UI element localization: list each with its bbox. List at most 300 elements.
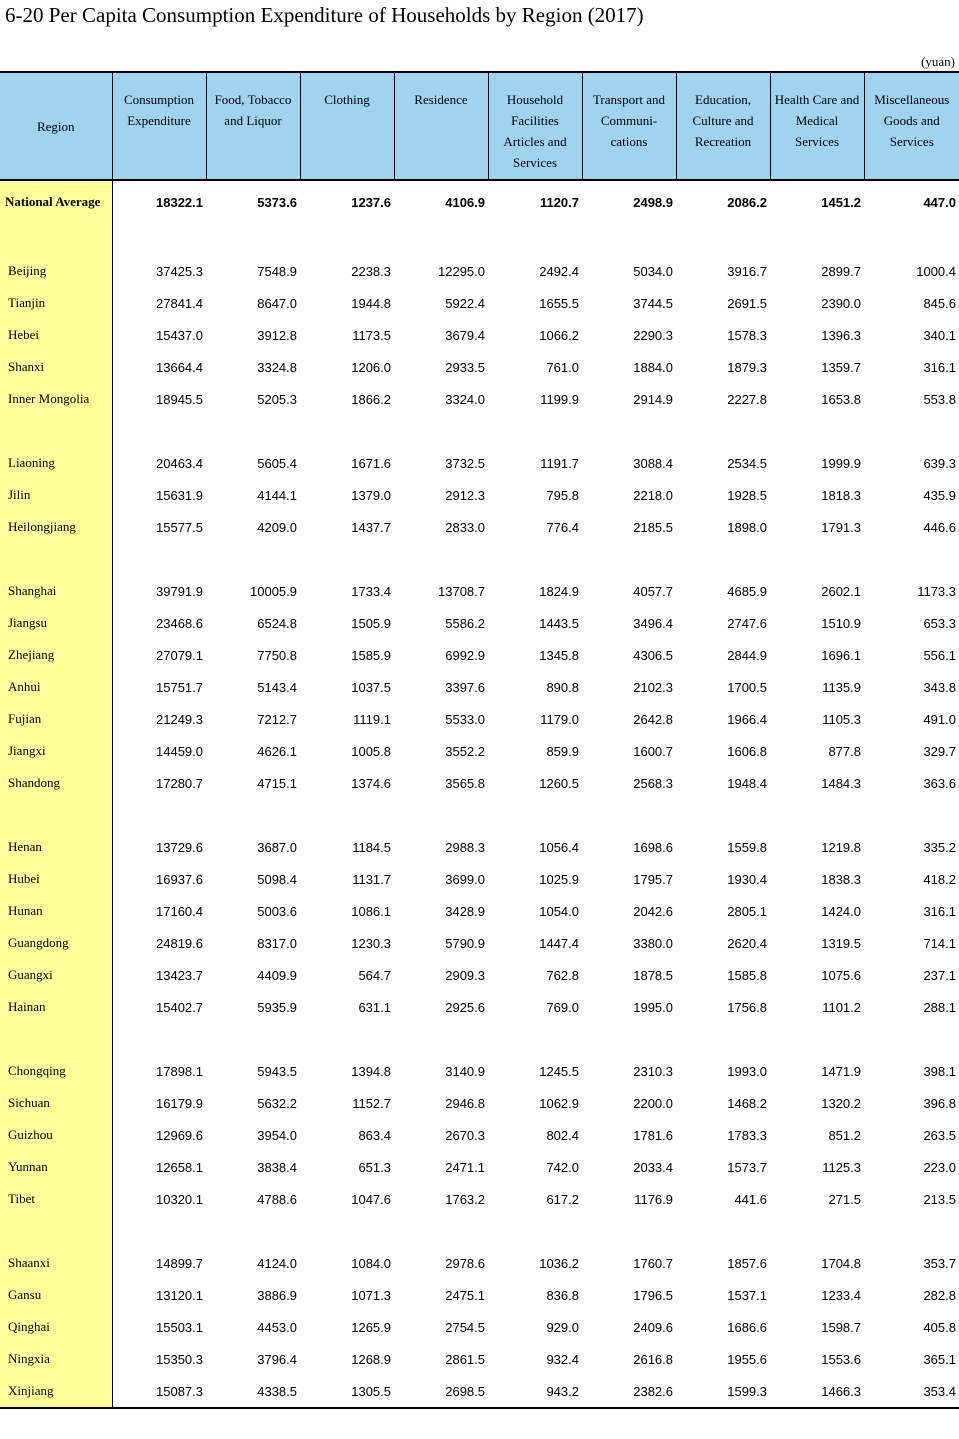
spacer-cell xyxy=(488,415,582,447)
table-cell: 27079.1 xyxy=(156,647,203,663)
table-row xyxy=(0,1279,959,1311)
table-cell: 2390.0 xyxy=(821,295,861,311)
table-cell: 1054.0 xyxy=(539,903,579,919)
table-cell: 1884.0 xyxy=(633,359,673,375)
table-cell: 3699.0 xyxy=(445,871,485,887)
region-name: Shaanxi xyxy=(0,1247,112,1279)
table-cell: 802.4 xyxy=(546,1127,579,1143)
table-cell: 929.0 xyxy=(546,1319,579,1335)
table-cell: 1105.3 xyxy=(822,711,861,727)
spacer-cell xyxy=(582,1023,676,1055)
table-row xyxy=(0,1055,959,1087)
table-cell: 15087.3 xyxy=(156,1383,203,1399)
region-name: Guizhou xyxy=(0,1119,112,1151)
table-cell: 2382.6 xyxy=(633,1383,673,1399)
table-cell: 20463.4 xyxy=(156,455,203,471)
table-cell: 10320.1 xyxy=(156,1191,203,1207)
table-cell: 1696.1 xyxy=(821,647,861,663)
table-cell: 12658.1 xyxy=(156,1159,203,1175)
table-cell: 223.0 xyxy=(923,1159,956,1175)
table-cell: 288.1 xyxy=(923,999,956,1015)
spacer-cell xyxy=(300,1215,394,1247)
table-row xyxy=(0,991,959,1023)
spacer-cell xyxy=(0,543,112,575)
table-cell: 4409.9 xyxy=(257,967,297,983)
table-cell: 1424.0 xyxy=(821,903,861,919)
region-name: Ningxia xyxy=(0,1343,112,1375)
table-cell: 4788.6 xyxy=(257,1191,297,1207)
spacer-cell xyxy=(0,1023,112,1055)
table-cell: 3679.4 xyxy=(445,327,485,343)
table-cell: 1135.9 xyxy=(822,679,861,695)
table-cell: 863.4 xyxy=(358,1127,391,1143)
table-cell: 15402.7 xyxy=(156,999,203,1015)
table-cell: 2033.4 xyxy=(633,1159,673,1175)
table-cell: 1700.5 xyxy=(727,679,767,695)
table-cell: 3565.8 xyxy=(445,775,485,791)
header-row xyxy=(0,72,959,180)
table-cell: 343.8 xyxy=(923,679,956,695)
table-cell: 556.1 xyxy=(923,647,956,663)
table-cell: 2899.7 xyxy=(821,263,861,279)
table-cell: 24819.6 xyxy=(156,935,203,951)
region-name: Liaoning xyxy=(0,447,112,479)
table-cell: 6524.8 xyxy=(257,615,297,631)
table-cell: 5205.3 xyxy=(257,391,297,407)
table-cell: 553.8 xyxy=(923,391,956,407)
table-cell: 1599.3 xyxy=(727,1383,767,1399)
table-cell: 1838.3 xyxy=(821,871,861,887)
table-row xyxy=(0,319,959,351)
table-cell: 4715.1 xyxy=(257,775,297,791)
table-cell: 4453.0 xyxy=(257,1319,297,1335)
table-cell: 2833.0 xyxy=(445,519,485,535)
table-cell: 4338.5 xyxy=(257,1383,297,1399)
table-cell: 1484.3 xyxy=(821,775,861,791)
region-name: National Average xyxy=(0,180,112,223)
table-cell: 213.5 xyxy=(923,1191,956,1207)
table-cell: 1781.6 xyxy=(633,1127,673,1143)
table-cell: 1443.5 xyxy=(539,615,579,631)
table-cell: 5586.2 xyxy=(445,615,485,631)
table-cell: 15437.0 xyxy=(156,327,203,343)
header-cell: Food, Tobacco and Liquor xyxy=(206,72,300,180)
table-cell: 1928.5 xyxy=(727,487,767,503)
table-cell: 1036.2 xyxy=(539,1255,579,1271)
spacer-cell xyxy=(488,1215,582,1247)
region-name: Zhejiang xyxy=(0,639,112,671)
table-row xyxy=(0,703,959,735)
table-row xyxy=(0,575,959,607)
group-spacer xyxy=(0,1023,959,1055)
table-cell: 1857.6 xyxy=(727,1255,767,1271)
table-cell: 1559.8 xyxy=(727,839,767,855)
table-cell: 1756.8 xyxy=(727,999,767,1015)
spacer-cell xyxy=(676,543,770,575)
table-cell: 5533.0 xyxy=(445,711,485,727)
table-cell: 1704.8 xyxy=(821,1255,861,1271)
region-name: Shandong xyxy=(0,767,112,799)
table-cell: 1653.8 xyxy=(821,391,861,407)
table-cell: 2042.6 xyxy=(633,903,673,919)
region-name: Hebei xyxy=(0,319,112,351)
table-cell: 1995.0 xyxy=(633,999,673,1015)
region-name: Hainan xyxy=(0,991,112,1023)
table-cell: 1760.7 xyxy=(633,1255,673,1271)
table-cell: 1173.3 xyxy=(917,583,956,599)
table-cell: 2534.5 xyxy=(727,455,767,471)
table-cell: 2909.3 xyxy=(445,967,485,983)
table-cell: 2912.3 xyxy=(445,487,485,503)
table-cell: 845.6 xyxy=(923,295,956,311)
spacer-cell xyxy=(394,799,488,831)
region-name: Beijing xyxy=(0,255,112,287)
table-row xyxy=(0,735,959,767)
table-cell: 1184.5 xyxy=(352,839,391,855)
table-cell: 491.0 xyxy=(923,711,956,727)
table-row xyxy=(0,927,959,959)
table-cell: 639.3 xyxy=(923,455,956,471)
table-row xyxy=(0,767,959,799)
table-cell: 15631.9 xyxy=(156,487,203,503)
table-cell: 447.0 xyxy=(923,194,956,210)
table-cell: 2471.1 xyxy=(445,1159,485,1175)
table-cell: 2925.6 xyxy=(445,999,485,1015)
spacer-cell xyxy=(206,1215,300,1247)
table-row xyxy=(0,1375,959,1408)
spacer-cell xyxy=(676,415,770,447)
table-cell: 1237.6 xyxy=(351,194,391,210)
table-cell: 2747.6 xyxy=(727,615,767,631)
table-row xyxy=(0,639,959,671)
table-cell: 1125.3 xyxy=(822,1159,861,1175)
table-cell: 3428.9 xyxy=(445,903,485,919)
table-cell: 2492.4 xyxy=(539,263,579,279)
spacer-cell xyxy=(770,1023,864,1055)
spacer-cell xyxy=(394,543,488,575)
table-cell: 5034.0 xyxy=(633,263,673,279)
table-cell: 27841.4 xyxy=(156,295,203,311)
spacer-cell xyxy=(300,223,394,255)
table-cell: 1374.6 xyxy=(351,775,391,791)
table-cell: 1319.5 xyxy=(821,935,861,951)
table-cell: 405.8 xyxy=(923,1319,956,1335)
table-cell: 2602.1 xyxy=(821,583,861,599)
table-cell: 1037.5 xyxy=(351,679,391,695)
table-cell: 1585.9 xyxy=(351,647,391,663)
table-cell: 13423.7 xyxy=(156,967,203,983)
table-cell: 1199.9 xyxy=(540,391,579,407)
table-cell: 4685.9 xyxy=(727,583,767,599)
spacer-cell xyxy=(206,799,300,831)
spacer-cell xyxy=(864,1023,959,1055)
table-cell: 1471.9 xyxy=(821,1063,861,1079)
table-cell: 1131.7 xyxy=(352,871,391,887)
table-cell: 1086.1 xyxy=(351,903,391,919)
table-cell: 2620.4 xyxy=(727,935,767,951)
table-cell: 316.1 xyxy=(923,903,956,919)
table-cell: 1966.4 xyxy=(727,711,767,727)
table-cell: 1999.9 xyxy=(821,455,861,471)
table-cell: 1379.0 xyxy=(351,487,391,503)
table-cell: 2698.5 xyxy=(445,1383,485,1399)
table-cell: 1152.7 xyxy=(352,1095,391,1111)
table-cell: 3838.4 xyxy=(257,1159,297,1175)
table-cell: 6992.9 xyxy=(445,647,485,663)
table-cell: 1466.3 xyxy=(821,1383,861,1399)
table-cell: 4106.9 xyxy=(445,194,485,210)
table-cell: 651.3 xyxy=(358,1159,391,1175)
table-cell: 12969.6 xyxy=(156,1127,203,1143)
table-cell: 1265.9 xyxy=(351,1319,391,1335)
table-cell: 1468.2 xyxy=(727,1095,767,1111)
table-cell: 943.2 xyxy=(546,1383,579,1399)
table-cell: 1671.6 xyxy=(351,455,391,471)
table-cell: 1260.5 xyxy=(539,775,579,791)
table-cell: 2310.3 xyxy=(633,1063,673,1079)
table-cell: 859.9 xyxy=(546,743,579,759)
table-cell: 1396.3 xyxy=(821,327,861,343)
region-name: Xinjiang xyxy=(0,1375,112,1408)
table-cell: 2290.3 xyxy=(633,327,673,343)
table-row xyxy=(0,1183,959,1215)
table-cell: 340.1 xyxy=(923,327,956,343)
table-cell: 2200.0 xyxy=(633,1095,673,1111)
table-cell: 263.5 xyxy=(923,1127,956,1143)
table-cell: 1233.4 xyxy=(821,1287,861,1303)
table-row xyxy=(0,863,959,895)
table-cell: 1791.3 xyxy=(821,519,861,535)
spacer-cell xyxy=(770,543,864,575)
table-row xyxy=(0,383,959,415)
spacer-cell xyxy=(0,415,112,447)
table-cell: 3796.4 xyxy=(257,1351,297,1367)
table-row xyxy=(0,1087,959,1119)
region-name: Shanghai xyxy=(0,575,112,607)
table-cell: 1763.2 xyxy=(445,1191,485,1207)
table-cell: 2844.9 xyxy=(727,647,767,663)
spacer-cell xyxy=(300,543,394,575)
table-cell: 282.8 xyxy=(923,1287,956,1303)
table-cell: 2102.3 xyxy=(633,679,673,695)
table-cell: 14899.7 xyxy=(156,1255,203,1271)
table-cell: 2914.9 xyxy=(633,391,673,407)
table-cell: 1268.9 xyxy=(351,1351,391,1367)
table-cell: 890.8 xyxy=(546,679,579,695)
table-cell: 418.2 xyxy=(923,871,956,887)
spacer-cell xyxy=(582,543,676,575)
table-cell: 1219.8 xyxy=(821,839,861,855)
table-cell: 2475.1 xyxy=(445,1287,485,1303)
table-row xyxy=(0,479,959,511)
table-cell: 1898.0 xyxy=(727,519,767,535)
region-name: Chongqing xyxy=(0,1055,112,1087)
region-name: Shanxi xyxy=(0,351,112,383)
header-cell: Residence xyxy=(394,72,488,180)
group-spacer xyxy=(0,1215,959,1247)
table-cell: 14459.0 xyxy=(156,743,203,759)
table-cell: 2691.5 xyxy=(727,295,767,311)
table-cell: 877.8 xyxy=(828,743,861,759)
spacer-cell xyxy=(300,415,394,447)
region-name: Anhui xyxy=(0,671,112,703)
table-cell: 5605.4 xyxy=(257,455,297,471)
table-cell: 1056.4 xyxy=(539,839,579,855)
table-cell: 4057.7 xyxy=(633,583,673,599)
spacer-cell xyxy=(206,415,300,447)
header-cell: Education, Culture and Recreation xyxy=(676,72,770,180)
table-cell: 15503.1 xyxy=(156,1319,203,1335)
region-name: Guangxi xyxy=(0,959,112,991)
spacer-cell xyxy=(864,415,959,447)
table-cell: 1993.0 xyxy=(727,1063,767,1079)
table-cell: 1510.9 xyxy=(821,615,861,631)
table-cell: 398.1 xyxy=(923,1063,956,1079)
table-cell: 17160.4 xyxy=(156,903,203,919)
table-cell: 1879.3 xyxy=(727,359,767,375)
table-cell: 617.2 xyxy=(546,1191,579,1207)
spacer-cell xyxy=(676,1023,770,1055)
table-row xyxy=(0,831,959,863)
spacer-cell xyxy=(0,799,112,831)
region-name: Heilongjiang xyxy=(0,511,112,543)
table-cell: 1866.2 xyxy=(351,391,391,407)
table-cell: 2616.8 xyxy=(633,1351,673,1367)
table-cell: 1230.3 xyxy=(351,935,391,951)
table-cell: 2988.3 xyxy=(445,839,485,855)
spacer-cell xyxy=(300,1023,394,1055)
table-cell: 363.6 xyxy=(923,775,956,791)
table-cell: 1359.7 xyxy=(821,359,861,375)
table-cell: 2978.6 xyxy=(445,1255,485,1271)
table-cell: 16937.6 xyxy=(156,871,203,887)
table-cell: 1930.4 xyxy=(727,871,767,887)
table-cell: 1955.6 xyxy=(727,1351,767,1367)
table-cell: 7548.9 xyxy=(257,263,297,279)
region-name: Henan xyxy=(0,831,112,863)
table-cell: 1698.6 xyxy=(633,839,673,855)
table-cell: 3324.8 xyxy=(257,359,297,375)
table-cell: 1447.4 xyxy=(539,935,579,951)
table-cell: 3397.6 xyxy=(445,679,485,695)
table-cell: 1206.0 xyxy=(351,359,391,375)
table-cell: 1066.2 xyxy=(539,327,579,343)
national-average-row xyxy=(0,180,959,223)
table-cell: 4124.0 xyxy=(257,1255,297,1271)
table-cell: 1573.7 xyxy=(727,1159,767,1175)
table-row xyxy=(0,1247,959,1279)
table-cell: 564.7 xyxy=(358,967,391,983)
table-cell: 4626.1 xyxy=(257,743,297,759)
table-cell: 335.2 xyxy=(923,839,956,855)
table-cell: 1600.7 xyxy=(633,743,673,759)
table-cell: 1437.7 xyxy=(351,519,391,535)
spacer-cell xyxy=(112,1215,206,1247)
spacer-cell xyxy=(488,799,582,831)
spacer-cell xyxy=(394,223,488,255)
table-cell: 5943.5 xyxy=(257,1063,297,1079)
spacer-cell xyxy=(112,1023,206,1055)
table-cell: 329.7 xyxy=(923,743,956,759)
table-cell: 37425.3 xyxy=(156,263,203,279)
table-cell: 1084.0 xyxy=(351,1255,391,1271)
spacer-cell xyxy=(770,415,864,447)
table-cell: 3324.0 xyxy=(445,391,485,407)
table-cell: 5922.4 xyxy=(445,295,485,311)
table-cell: 3886.9 xyxy=(257,1287,297,1303)
table-cell: 5632.2 xyxy=(257,1095,297,1111)
table-cell: 5935.9 xyxy=(257,999,297,1015)
table-row xyxy=(0,1151,959,1183)
group-spacer xyxy=(0,799,959,831)
region-name: Jiangsu xyxy=(0,607,112,639)
table-cell: 1305.5 xyxy=(351,1383,391,1399)
region-name: Yunnan xyxy=(0,1151,112,1183)
spacer-cell xyxy=(770,1215,864,1247)
table-cell: 1025.9 xyxy=(539,871,579,887)
table-cell: 365.1 xyxy=(923,1351,956,1367)
table-cell: 8317.0 xyxy=(257,935,297,951)
table-cell: 1944.8 xyxy=(351,295,391,311)
spacer-cell xyxy=(0,1215,112,1247)
region-name: Qinghai xyxy=(0,1311,112,1343)
table-cell: 396.8 xyxy=(923,1095,956,1111)
page-title: 6-20 Per Capita Consumption Expenditure of Households by Region (2017) xyxy=(5,3,644,27)
spacer-cell xyxy=(770,799,864,831)
spacer-cell xyxy=(676,1215,770,1247)
region-name: Gansu xyxy=(0,1279,112,1311)
spacer-cell xyxy=(676,799,770,831)
spacer-cell xyxy=(0,223,112,255)
expenditure-table xyxy=(0,71,959,1409)
table-cell: 742.0 xyxy=(546,1159,579,1175)
table-cell: 795.8 xyxy=(546,487,579,503)
table-cell: 3552.2 xyxy=(445,743,485,759)
spacer-cell xyxy=(582,1215,676,1247)
table-row xyxy=(0,671,959,703)
header-cell: Household Facilities Articles and Services xyxy=(488,72,582,180)
spacer-cell xyxy=(300,799,394,831)
table-cell: 1824.9 xyxy=(539,583,579,599)
spacer-cell xyxy=(864,1215,959,1247)
table-cell: 15350.3 xyxy=(156,1351,203,1367)
table-cell: 4144.1 xyxy=(257,487,297,503)
table-cell: 1537.1 xyxy=(727,1287,767,1303)
table-row xyxy=(0,255,959,287)
table-cell: 2238.3 xyxy=(351,263,391,279)
unit-label: (yuan) xyxy=(921,54,955,69)
table-cell: 446.6 xyxy=(923,519,956,535)
spacer-cell xyxy=(488,223,582,255)
table-cell: 23468.6 xyxy=(156,615,203,631)
table-cell: 1119.1 xyxy=(353,711,391,727)
table-row xyxy=(0,351,959,383)
table-cell: 2754.5 xyxy=(445,1319,485,1335)
table-cell: 17280.7 xyxy=(156,775,203,791)
table-cell: 1173.5 xyxy=(352,327,391,343)
table-cell: 5098.4 xyxy=(257,871,297,887)
table-cell: 8647.0 xyxy=(257,295,297,311)
spacer-cell xyxy=(394,1023,488,1055)
table-cell: 714.1 xyxy=(923,935,956,951)
table-cell: 2185.5 xyxy=(633,519,673,535)
group-spacer xyxy=(0,223,959,255)
table-cell: 7212.7 xyxy=(257,711,297,727)
table-cell: 4306.5 xyxy=(633,647,673,663)
table-cell: 1345.8 xyxy=(539,647,579,663)
table-cell: 16179.9 xyxy=(156,1095,203,1111)
table-cell: 1686.6 xyxy=(727,1319,767,1335)
